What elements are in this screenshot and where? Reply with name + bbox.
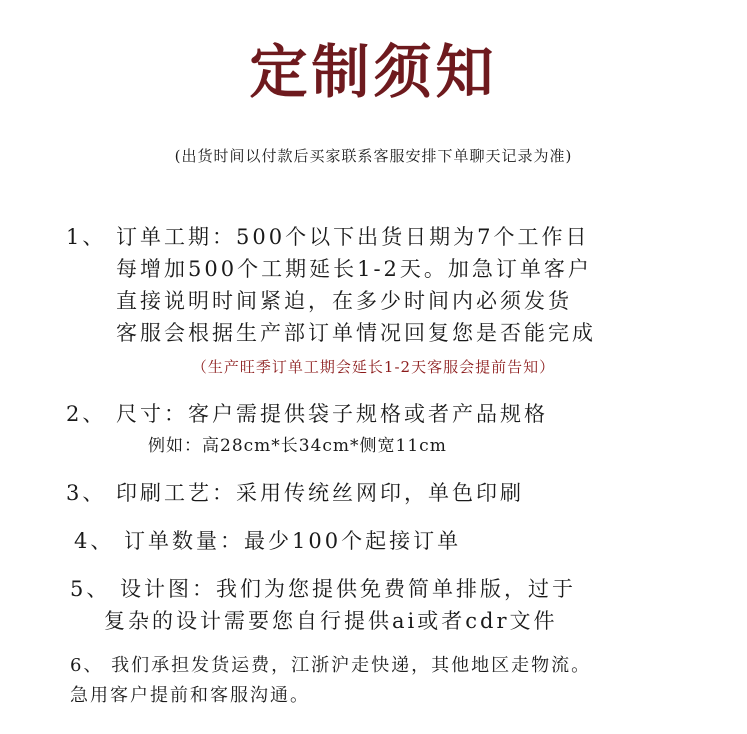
printing-line: 3、 印刷工艺：采用传统丝网印，单色印刷: [66, 481, 525, 505]
design-line-2: 复杂的设计需要您自行提供ai或者cdr文件: [104, 609, 558, 633]
quantity-line: 4、 订单数量：最少100个起接订单: [74, 529, 462, 553]
lead-time-line-2: 每增加500个工期延长1-2天。加急订单客户: [116, 257, 592, 281]
size-line-1: 2、 尺寸：客户需提供袋子规格或者产品规格: [66, 402, 549, 426]
shipping-line-1: 6、 我们承担发货运费，江浙沪走快递，其他地区走物流。: [70, 655, 592, 676]
design-line-1: 5、 设计图：我们为您提供免费简单排版，过于: [70, 577, 577, 601]
size-example: 例如：高28cm*长34cm*侧宽11cm: [148, 436, 447, 456]
lead-time-line-4: 客服会根据生产部订单情况回复您是否能完成: [116, 321, 596, 345]
shipping-line-2: 急用客户提前和客服沟通。: [70, 685, 310, 706]
peak-season-note: （生产旺季订单工期会延长1-2天客服会提前告知）: [191, 358, 556, 376]
page-title: 定制须知: [249, 38, 498, 106]
lead-time-line-1: 1、 订单工期：500个以下出货日期为7个工作日: [66, 225, 590, 249]
subtitle-note: (出货时间以付款后买家联系客服安排下单聊天记录为准): [174, 147, 573, 165]
lead-time-line-3: 直接说明时间紧迫，在多少时间内必须发货: [116, 289, 572, 313]
